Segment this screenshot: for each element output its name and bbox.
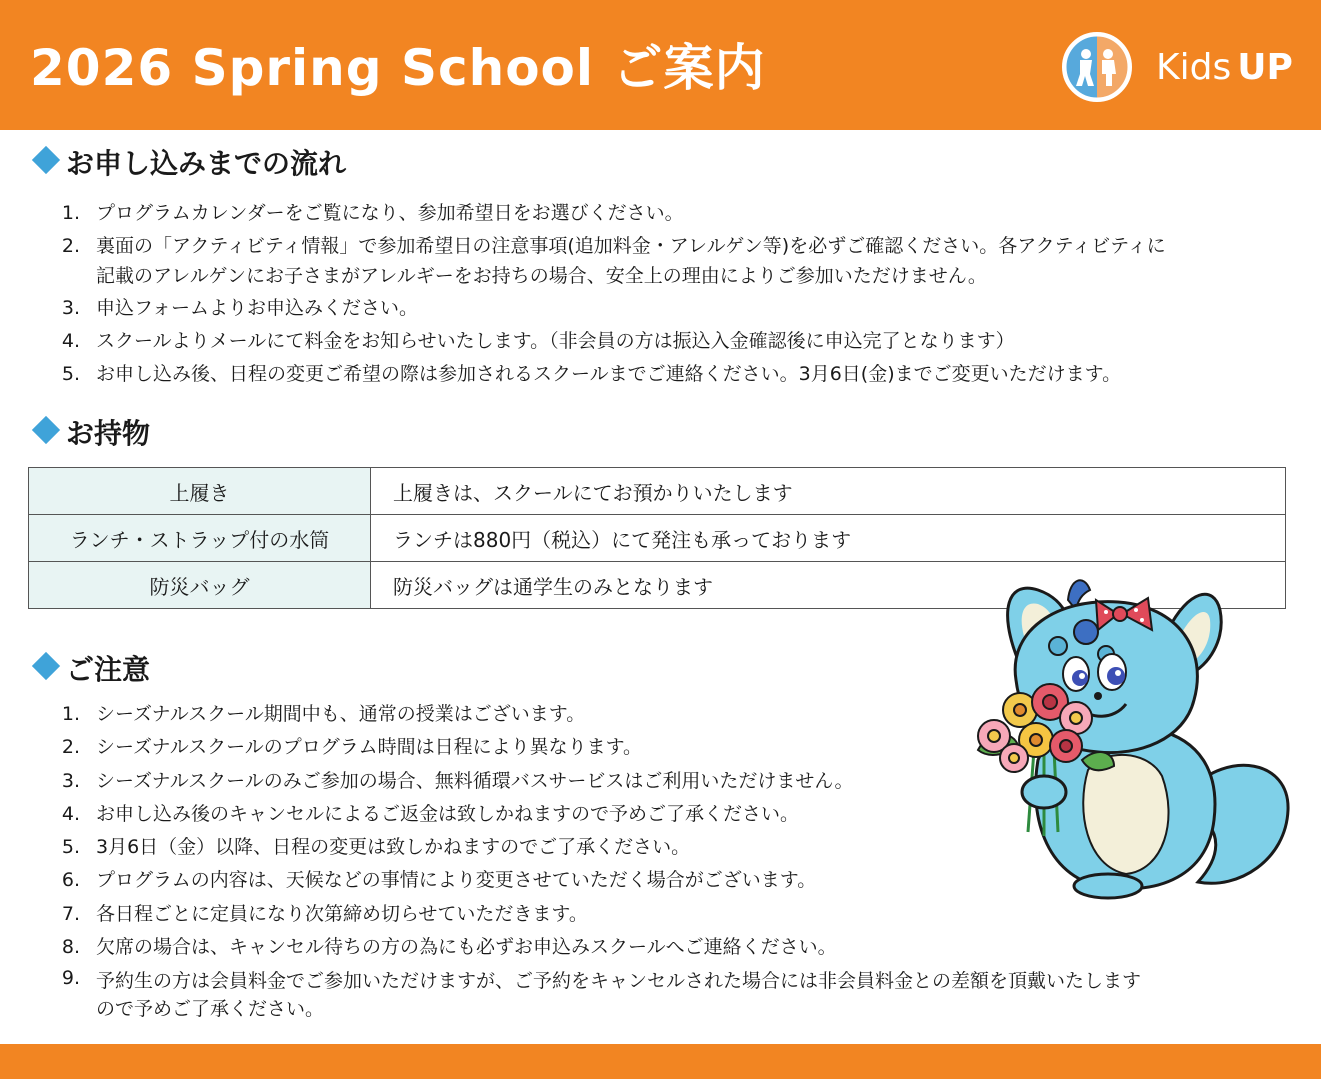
- page-title: 2026 Spring School ご案内: [30, 39, 766, 97]
- list-item: [50, 326, 1300, 357]
- logo-globe-icon: [1060, 30, 1134, 104]
- list-number: 2.: [61, 736, 80, 759]
- table-cell-note: ランチは880円（税込）にて発注も承っております: [371, 515, 1286, 562]
- section-heading-notes: [30, 650, 150, 690]
- list-item: [50, 198, 1300, 229]
- section-heading-belongings: [30, 414, 150, 454]
- list-item-text: 3月6日（金）以降、日程の変更は致しかねますのでご了承ください。: [96, 836, 691, 859]
- table-cell-item: ランチ・ストラップ付の水筒: [29, 515, 371, 562]
- list-item-text: シーズナルスクールのプログラム時間は日程により異なります。: [96, 736, 643, 759]
- section-heading-belongings-text: お持物: [66, 417, 151, 450]
- list-item-text: シーズナルスクールのみご参加の場合、無料循環バスサービスはご利用いただけません。: [96, 769, 854, 792]
- list-number: 4.: [61, 330, 80, 352]
- list-item-text: シーズナルスクール期間中も、通常の授業はございます。: [96, 703, 586, 725]
- table-cell-item: 防災バッグ: [29, 562, 371, 609]
- table-row: [29, 515, 1286, 562]
- logo-wordmark: [1156, 44, 1293, 92]
- section-heading-flow-text: お申し込みまでの流れ: [66, 147, 347, 180]
- logo-text-kids: Kids: [1156, 47, 1232, 88]
- list-number: 3.: [61, 769, 80, 792]
- list-item-text: 予約生の方は会員料金でご参加いただけますが、ご予約をキャンセルされた場合には非会員料金との差額を頂戴いたします: [96, 970, 1142, 993]
- list-item-text: プログラムカレンダーをご覧になり、参加希望日をお選びください。: [96, 202, 684, 224]
- list-item: [50, 931, 1300, 964]
- list-item: [50, 898, 1300, 931]
- table-row: [29, 468, 1286, 515]
- list-number: 1.: [61, 202, 80, 224]
- list-item: [50, 231, 1300, 291]
- list-number: 8.: [61, 936, 80, 959]
- header-bar: [0, 0, 1321, 130]
- flow-list: [50, 198, 1300, 392]
- diamond-bullet-icon: [32, 652, 60, 680]
- diamond-bullet-icon: [32, 416, 60, 444]
- section-heading-notes-text: ご注意: [66, 653, 151, 686]
- list-number: 4.: [61, 802, 80, 825]
- diamond-bullet-icon: [32, 146, 60, 174]
- section-heading-flow: [30, 144, 346, 184]
- kids-up-logo: [1058, 30, 1298, 106]
- list-item: [50, 293, 1300, 324]
- list-number: 5.: [61, 363, 80, 385]
- list-number: 5.: [61, 836, 80, 859]
- mascot-foot: [1074, 874, 1142, 898]
- list-item-text: 記載のアレルゲンにお子さまがアレルギーをお持ちの場合、安全上の理由によりご参加いただけません。: [96, 265, 987, 287]
- list-item-text: 裏面の「アクティビティ情報」で参加希望日の注意事項(追加料金・アレルゲン等)を必ずご確認ください。各アクティビティに: [96, 235, 1166, 257]
- list-item-text: 申込フォームよりお申込みください。: [96, 297, 419, 319]
- list-number: 7.: [61, 902, 80, 925]
- mascot-illustration: [958, 570, 1294, 900]
- list-number: 3.: [61, 297, 80, 319]
- logo-text-up: UP: [1237, 47, 1293, 88]
- table-cell-note: 上履きは、スクールにてお預かりいたします: [371, 468, 1286, 515]
- mascot-paw: [1022, 776, 1066, 808]
- list-item-text: スクールよりメールにて料金をお知らせいたします。（非会員の方は振込入金確認後に申込完了となります）: [96, 330, 1015, 352]
- list-item-text: お申し込み後、日程の変更ご希望の際は参加されるスクールまでご連絡ください。3月6日(金)までご変更いただけます。: [96, 363, 1122, 385]
- list-number: 2.: [61, 235, 80, 257]
- footer-bar: [0, 1044, 1321, 1079]
- list-item-text: お申し込み後のキャンセルによるご返金は致しかねますので予めご了承ください。: [96, 802, 800, 825]
- list-number: 6.: [61, 869, 80, 892]
- table-cell-item: 上履き: [29, 468, 371, 515]
- list-number: 1.: [61, 703, 80, 725]
- list-number: 9.: [61, 967, 80, 990]
- list-item-text: 各日程ごとに定員になり次第締め切らせていただきます。: [96, 902, 588, 925]
- list-item: [50, 359, 1300, 390]
- list-item-text: 欠席の場合は、キャンセル待ちの方の為にも必ずお申込みスクールへご連絡ください。: [96, 936, 837, 959]
- list-item-text: ので予めご了承ください。: [96, 998, 325, 1021]
- table-cell-note: 防災バッグは通学生のみとなります: [371, 562, 1286, 609]
- list-item-text: プログラムの内容は、天候などの事情により変更させていただく場合がございます。: [96, 869, 817, 892]
- list-item: [50, 964, 1300, 1023]
